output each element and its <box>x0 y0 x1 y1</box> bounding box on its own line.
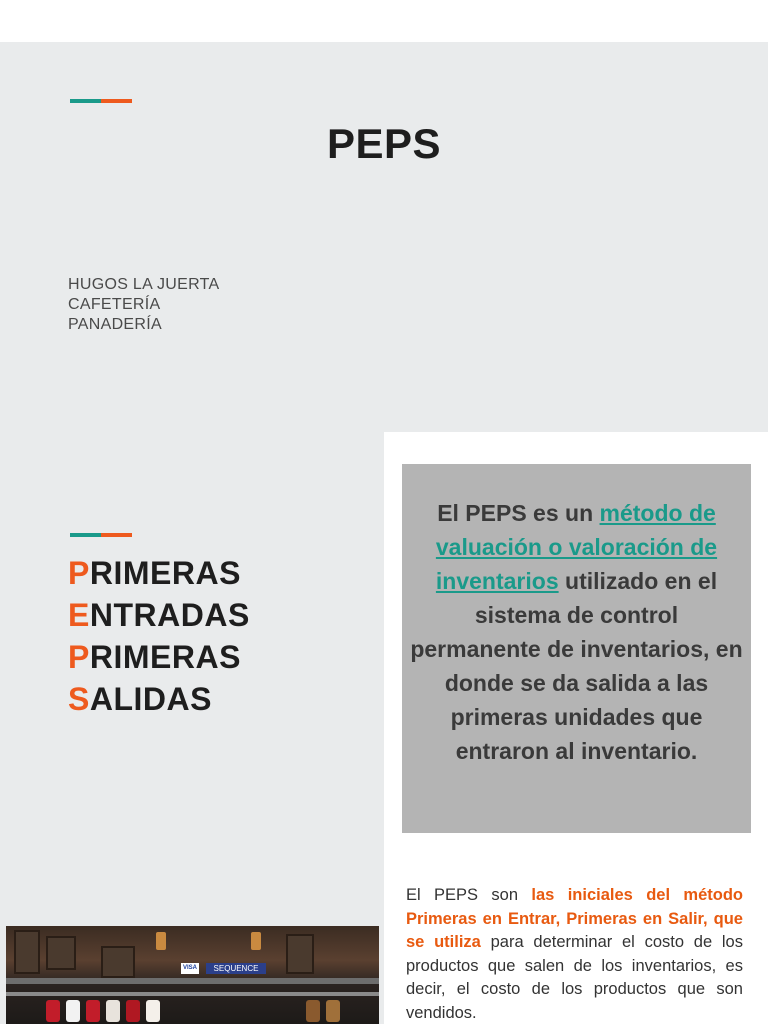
counter-shelf-lower <box>6 992 379 996</box>
pastry-item <box>126 1000 140 1022</box>
wall-frame <box>286 934 314 974</box>
pastry-item <box>146 1000 160 1022</box>
definition-rest: utilizado en el sistema de control permanente de inventarios, en donde se da salida a las primeras unidades que entraron al inventario. <box>410 568 743 764</box>
card-sticker: VISA <box>181 963 199 974</box>
wall-frame <box>46 936 76 970</box>
body-rest: para determinar el costo de los productos que salen de los inventarios, es decir, el costo de los productos que son vendidos. <box>406 933 743 1022</box>
subtitle-line-1: HUGOS LA JUERTA <box>68 276 220 293</box>
subtitle-block <box>68 275 220 335</box>
accent-teal-segment <box>70 99 101 103</box>
definition-box <box>402 464 751 833</box>
body-intro: El PEPS son <box>406 886 532 904</box>
acronym-word-rest: ALIDAS <box>89 681 212 717</box>
counter-shelf <box>6 978 379 984</box>
acronym-initial: P <box>68 639 90 675</box>
definition-intro: El PEPS es un <box>437 500 600 526</box>
wall-frame <box>14 930 40 974</box>
acronym-line-2 <box>68 594 250 636</box>
pastry-item <box>106 1000 120 1022</box>
accent-orange-segment <box>101 533 132 537</box>
pastry-item <box>46 1000 60 1022</box>
accent-orange-segment <box>101 99 132 103</box>
subtitle-line-3: PANADERÍA <box>68 316 162 333</box>
pastry-item <box>306 1000 320 1022</box>
accent-teal-segment <box>70 533 101 537</box>
acronym-word-rest: RIMERAS <box>89 555 241 591</box>
acronym-block <box>68 552 250 720</box>
acronym-word-rest: NTRADAS <box>89 597 250 633</box>
cafe-counter-photo <box>6 926 379 1024</box>
lamp-icon <box>156 932 166 950</box>
counter-sign: SEQUENCE <box>206 963 266 974</box>
acronym-initial: S <box>68 681 90 717</box>
title-accent-bar <box>70 99 132 103</box>
definition-link[interactable]: método de valuación o valoración de inventarios <box>435 500 718 594</box>
acronym-initial: E <box>68 597 90 633</box>
body-paragraph <box>406 884 743 1025</box>
acronym-accent-bar <box>70 533 132 537</box>
acronym-initial: P <box>68 555 90 591</box>
acronym-word-rest: RIMERAS <box>89 639 241 675</box>
acronym-line-3 <box>68 636 250 678</box>
lamp-icon <box>251 932 261 950</box>
page-title: PEPS <box>326 120 442 167</box>
wall-frame <box>101 946 135 978</box>
body-highlight: las iniciales del método Primeras en Entrar, Primeras en Salir, que se utiliza <box>406 886 743 951</box>
pastry-item <box>66 1000 80 1022</box>
subtitle-line-2: CAFETERÍA <box>68 296 161 313</box>
pastry-item <box>326 1000 340 1022</box>
acronym-line-4 <box>68 678 250 720</box>
top-margin <box>0 0 768 42</box>
acronym-line-1 <box>68 552 250 594</box>
pastry-item <box>86 1000 100 1022</box>
